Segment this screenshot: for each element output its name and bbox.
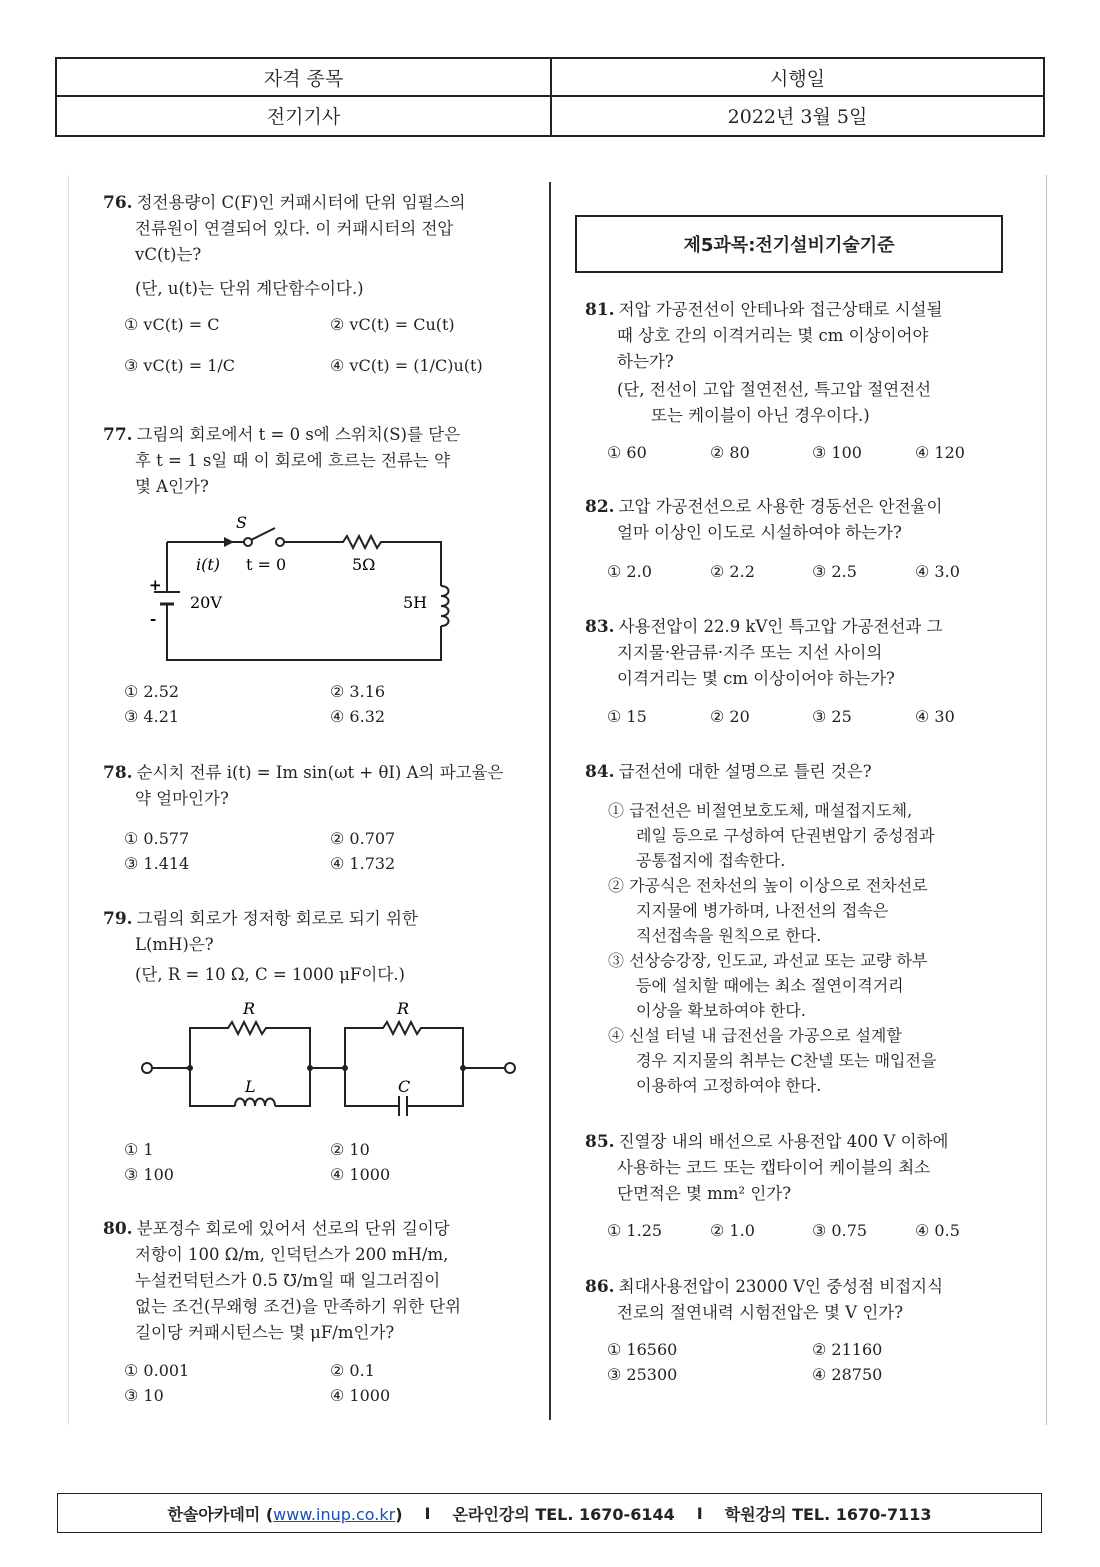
choice-1[interactable]: ① 2.0 [607, 562, 652, 581]
footer-separator: I [424, 1503, 431, 1523]
choice-1[interactable]: ① 0.001 [124, 1361, 190, 1380]
choice-3[interactable]: ③ 25300 [607, 1365, 678, 1384]
question-note: (단, R = 10 Ω, C = 1000 μF이다.) [135, 965, 405, 984]
choice-2[interactable]: ② 21160 [812, 1340, 883, 1359]
choice-2[interactable]: ② 0.1 [330, 1361, 375, 1380]
choice-3[interactable]: ③ 0.75 [812, 1221, 868, 1240]
choice-3[interactable]: ③ 선상승강장, 인도교, 과선교 또는 교량 하부 [608, 951, 928, 970]
question-number: 84. [585, 762, 615, 782]
choice-2[interactable]: ② 3.16 [330, 682, 386, 701]
choice-3[interactable]: ③ 100 [124, 1165, 174, 1184]
question-text: vC(t)는? [135, 245, 202, 264]
question-text: 하는가? [617, 352, 674, 371]
circuit-label-l: L [245, 1077, 256, 1096]
header-row-titles [57, 59, 1043, 97]
circuit-label-r1: R [243, 999, 256, 1018]
question-78 [103, 760, 503, 812]
question-text: 순시치 전류 i(t) = Im sin(ωt + θI) A의 파고율은 [136, 763, 504, 782]
question-text: 후 t = 1 s일 때 이 회로에 흐르는 전류는 약 [135, 451, 451, 470]
choice-3-cont: 이상을 확보하여야 한다. [636, 1001, 806, 1020]
choice-4[interactable]: ④ 1000 [330, 1386, 391, 1405]
question-text: 이격거리는 몇 cm 이상이어야 하는가? [617, 669, 895, 688]
choice-2[interactable]: ② 80 [710, 443, 750, 462]
question-text: 저압 가공전선이 안테나와 접근상태로 시설될 [618, 300, 943, 319]
question-number: 77. [103, 425, 133, 445]
choice-3[interactable]: ③ 25 [812, 707, 852, 726]
question-text: 약 얼마인가? [135, 789, 229, 808]
right-margin-line [1046, 175, 1047, 1425]
question-note: 또는 케이블이 아닌 경우이다.) [651, 406, 870, 425]
lc-constant-resistance-circuit [135, 996, 525, 1116]
choice-1[interactable]: ① 2.52 [124, 682, 180, 701]
choice-4[interactable]: ④ vC(t) = (1/C)u(t) [330, 356, 483, 375]
choice-1-cont: 공통접지에 접속한다. [636, 851, 786, 870]
question-text: 몇 A인가? [135, 477, 209, 496]
choice-1[interactable]: ① 16560 [607, 1340, 678, 1359]
footer-academy: 한솔아카데미 ( [167, 1504, 274, 1524]
rl-circuit-diagram [140, 508, 460, 668]
question-note: (단, u(t)는 단위 계단함수이다.) [135, 279, 364, 298]
question-note: (단, 전선이 고압 절연전선, 특고압 절연전선 [617, 380, 932, 399]
question-text: 지지물·완금류·지주 또는 지선 사이의 [617, 643, 883, 662]
footer-offline-phone: 학원강의 TEL. 1670-7113 [724, 1504, 932, 1524]
question-number: 80. [103, 1219, 133, 1239]
circuit-label-resistor: 5Ω [352, 555, 376, 574]
footer-banner [57, 1493, 1042, 1533]
choice-4[interactable]: ④ 120 [915, 443, 965, 462]
header-row-values [57, 95, 1043, 135]
choice-1[interactable]: ① vC(t) = C [124, 315, 220, 334]
circuit-label-time: t = 0 [246, 555, 287, 574]
choice-1[interactable]: ① 0.577 [124, 829, 190, 848]
question-text: 그림의 회로에서 t = 0 s에 스위치(S)를 닫은 [136, 425, 461, 444]
question-text: 급전선에 대한 설명으로 틀린 것은? [618, 762, 872, 781]
choice-3[interactable]: ③ 4.21 [124, 707, 180, 726]
choice-4[interactable]: ④ 1.732 [330, 854, 396, 873]
choice-1[interactable]: ① 급전선은 비절연보호도체, 매설접지도체, [608, 801, 913, 820]
circuit-label-r2: R [397, 999, 410, 1018]
choice-1[interactable]: ① 1 [124, 1140, 154, 1159]
question-text: 저항이 100 Ω/m, 인덕턴스가 200 mH/m, [135, 1245, 449, 1264]
question-number: 79. [103, 909, 133, 929]
question-number: 85. [585, 1132, 615, 1152]
question-79 [103, 906, 418, 988]
choice-4[interactable]: ④ 신설 터널 내 급전선을 가공으로 설계할 [608, 1026, 902, 1045]
choice-4[interactable]: ④ 28750 [812, 1365, 883, 1384]
circuit-label-c: C [398, 1077, 411, 1096]
question-81 [585, 297, 942, 429]
choice-3[interactable]: ③ 2.5 [812, 562, 857, 581]
choice-2[interactable]: ② vC(t) = Cu(t) [330, 315, 455, 334]
header-cell-date-label: 시행일 [769, 67, 826, 90]
question-text: 그림의 회로가 정저항 회로로 되기 위한 [136, 909, 418, 928]
choice-2[interactable]: ② 20 [710, 707, 750, 726]
question-number: 78. [103, 763, 133, 783]
question-text: 누설컨덕턴스가 0.5 ℧/m일 때 일그러짐이 [135, 1271, 441, 1290]
footer-paren: ) [395, 1504, 403, 1524]
question-text: 분포정수 회로에 있어서 선로의 단위 길이당 [136, 1219, 450, 1238]
footer-website-link[interactable]: www.inup.co.kr [273, 1504, 396, 1524]
question-86 [585, 1274, 943, 1326]
choice-4-cont: 경우 지지물의 취부는 C찬넬 또는 매입전을 [636, 1051, 937, 1070]
question-text: 전로의 절연내력 시험전압은 몇 V 인가? [617, 1303, 904, 1322]
choice-1[interactable]: ① 1.25 [607, 1221, 663, 1240]
question-text: 진열장 내의 배선으로 사용전압 400 V 이하에 [618, 1132, 949, 1151]
question-text: 최대사용전압이 23000 V인 중성점 비접지식 [618, 1277, 944, 1296]
question-text: 때 상호 간의 이격거리는 몇 cm 이상이어야 [617, 326, 929, 345]
question-number: 86. [585, 1277, 615, 1297]
choice-3-cont: 등에 설치할 때에는 최소 절연이격거리 [636, 976, 904, 995]
choice-1-cont: 레일 등으로 구성하여 단권변압기 중성점과 [636, 826, 935, 845]
circuit-label-switch: S [236, 513, 247, 532]
question-83 [585, 614, 943, 692]
footer-online-phone: 온라인강의 TEL. 1670-6144 [452, 1504, 675, 1524]
choice-1[interactable]: ① 60 [607, 443, 647, 462]
footer-separator: I [696, 1503, 703, 1523]
column-divider [549, 182, 551, 1420]
choice-4[interactable]: ④ 0.5 [915, 1221, 960, 1240]
question-text: L(mH)은? [135, 935, 214, 954]
question-text: 정전용량이 C(F)인 커패시터에 단위 임펄스의 [136, 193, 466, 212]
question-text: 없는 조건(무왜형 조건)을 만족하기 위한 단위 [135, 1297, 462, 1316]
question-number: 82. [585, 497, 615, 517]
header-cell-qualification-value: 전기기사 [57, 95, 552, 135]
circuit-plus-sign: + [149, 576, 162, 594]
circuit-label-current: i(t) [196, 555, 221, 574]
choice-3[interactable]: ③ 100 [812, 443, 862, 462]
circuit-label-source: 20V [190, 593, 222, 612]
question-number: 76. [103, 193, 133, 213]
question-84 [585, 759, 872, 785]
question-text: 사용전압이 22.9 kV인 특고압 가공전선과 그 [618, 617, 943, 636]
choice-3[interactable]: ③ 10 [124, 1386, 164, 1405]
subject-title-box: 제5과목:전기설비기술기준 [575, 215, 1003, 273]
choice-1[interactable]: ① 15 [607, 707, 647, 726]
left-margin-line [68, 175, 69, 1425]
choice-4[interactable]: ④ 3.0 [915, 562, 960, 581]
header-cell-qualification-label: 자격 종목 [57, 59, 552, 95]
question-text: 고압 가공전선으로 사용한 경동선은 안전율이 [618, 497, 943, 516]
choice-2-cont: 직선접속을 원칙으로 한다. [636, 926, 822, 945]
choice-3[interactable]: ③ vC(t) = 1/C [124, 356, 236, 375]
header-cell-date-value: 2022년 3월 5일 [727, 105, 868, 128]
choice-3[interactable]: ③ 1.414 [124, 854, 190, 873]
question-77 [103, 422, 460, 500]
choice-4[interactable]: ④ 6.32 [330, 707, 386, 726]
circuit-label-inductor: 5H [403, 593, 428, 612]
choice-2[interactable]: ② 0.707 [330, 829, 396, 848]
choice-4-cont: 이용하여 고정하여야 한다. [636, 1076, 822, 1095]
choice-4[interactable]: ④ 1000 [330, 1165, 391, 1184]
choice-2[interactable]: ② 10 [330, 1140, 370, 1159]
choice-2[interactable]: ② 가공식은 전차선의 높이 이상으로 전차선로 [608, 876, 928, 895]
choice-4[interactable]: ④ 30 [915, 707, 955, 726]
choice-2[interactable]: ② 2.2 [710, 562, 755, 581]
question-text: 전류원이 연결되어 있다. 이 커패시터의 전압 [135, 219, 454, 238]
circuit-minus-sign: - [150, 610, 157, 628]
question-80 [103, 1216, 461, 1346]
question-text: 얼마 이상인 이도로 시설하여야 하는가? [617, 523, 902, 542]
question-85 [585, 1129, 948, 1207]
choice-2-cont: 지지물에 병가하며, 나전선의 접속은 [636, 901, 889, 920]
question-number: 81. [585, 300, 615, 320]
current-arrow-icon [224, 537, 234, 547]
question-number: 83. [585, 617, 615, 637]
exam-header-table [55, 57, 1045, 137]
question-text: 단면적은 몇 mm² 인가? [617, 1184, 792, 1203]
question-text: 사용하는 코드 또는 캡타이어 케이블의 최소 [617, 1158, 931, 1177]
question-text: 길이당 커패시턴스는 몇 μF/m인가? [135, 1323, 395, 1342]
choice-2[interactable]: ② 1.0 [710, 1221, 755, 1240]
question-76 [103, 190, 465, 302]
question-82 [585, 494, 942, 546]
